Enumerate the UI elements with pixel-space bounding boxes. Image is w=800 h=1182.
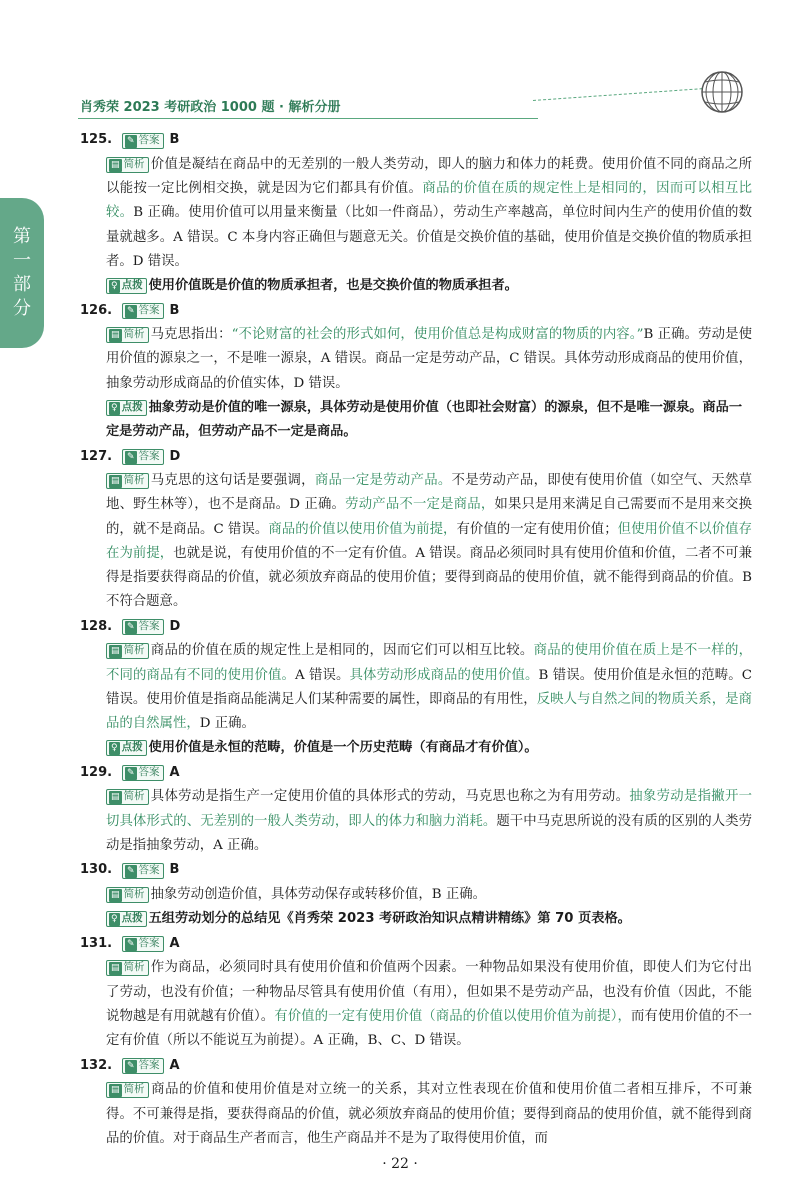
answer-line [80, 298, 752, 323]
answer-letter: A [169, 1057, 180, 1073]
highlighted-text: 商品一定是劳动产品。 [314, 473, 452, 489]
analysis-tag [106, 887, 149, 903]
answer-tag [122, 619, 164, 635]
analysis-text: B 正确。使用价值可以用量来衡量（比如一件商品），劳动生产率越高，单位时间内生产的使用价值的数量就越多。A 错误。C 本身内容正确但与题意无关。价值是交换价值的基础，使用价值是交换价值的物质承担者。D 错误。 [106, 205, 753, 269]
question-block [80, 614, 752, 760]
answer-letter: B [169, 862, 180, 878]
tip-label: 点拨 [121, 741, 143, 754]
answer-label: 答案 [138, 449, 160, 462]
analysis-text: 价值是凝结在商品中的无差别的一般人类劳动，即人的脑力和体力的耗费。使用价值不同的商品之所以能按一定比例相交换，就是因为它们都具有价值。 [106, 157, 752, 197]
analysis-paragraph [80, 883, 752, 907]
analysis-paragraph [80, 153, 752, 274]
answer-letter: B [169, 302, 180, 318]
answer-label: 答案 [138, 303, 160, 316]
highlighted-text: 具体劳动形成商品的使用价值。 [349, 667, 539, 683]
answer-letter: D [169, 618, 181, 634]
analysis-tag [106, 473, 149, 489]
analysis-paragraph [80, 956, 752, 1053]
analysis-paragraph [80, 639, 752, 736]
analysis-text: A 错误。 [295, 667, 350, 683]
answer-tag [122, 133, 164, 149]
highlighted-text: 商品的使用价值在质上是不一样的，不同的商品有不同的使用价值。 [106, 643, 753, 683]
tip-text: 使用价值既是价值的物质承担者，也是交换价值的物质承担者。 [148, 278, 518, 294]
question-block [80, 931, 752, 1053]
header-dashed-rule [533, 88, 708, 101]
answer-tag [122, 863, 164, 879]
tip-tag [106, 400, 147, 416]
side-tab-char: 部 [13, 274, 31, 295]
analysis-text: B 错误。使用价值是永恒的范畴。C 错误。使用价值是指商品能满足人们某种需要的属性，即商品的有用性， [106, 667, 752, 707]
analysis-text: 题干中马克思所说的没有质的区别的人类劳动是指抽象劳动，A 正确。 [106, 813, 753, 853]
answer-icon: ✎ [127, 451, 135, 462]
question-number: 132. [80, 1057, 113, 1073]
analysis-label: 简析 [123, 644, 145, 657]
tip-paragraph [80, 396, 752, 444]
analysis-text: 不是劳动产品，即使有使用价值（如空气、天然草地、野生林等），也不是商品。D 正确。 [106, 473, 753, 513]
answer-letter: A [169, 935, 180, 951]
answer-icon: ✎ [127, 938, 135, 949]
analysis-text: 如果只是用来满足自己需要而不是用来交换的，就不是商品。C 错误。 [106, 497, 753, 537]
highlighted-text: 抽象劳动是指撇开一切具体形式的、无差别的一般人类劳动，即人的体力和脑力消耗。 [106, 789, 753, 829]
analysis-text: 具体劳动是指生产一定使用价值的具体形式的劳动，马克思也称之为有用劳动。 [150, 789, 630, 805]
analysis-text: 马克思的这句话是要强调， [150, 473, 315, 489]
answer-line [80, 1053, 752, 1078]
analysis-icon: ▤ [111, 963, 120, 974]
analysis-icon: ▤ [111, 646, 120, 657]
analysis-text: 商品的价值和使用价值是对立统一的关系，其对立性表现在价值和使用价值二者相互排斥，不可兼得。不可兼得是指，要获得商品的价值，就必须放弃商品的使用价值；要得到商品的使用价值，就不能得到商品的价值。对于商品生产者而言，他生产商品并不是为了取得使用价值，而 [106, 1082, 752, 1146]
tip-text: 使用价值是永恒的范畴，价值是一个历史范畴（有商品才有价值）。 [148, 740, 538, 756]
analysis-label: 简析 [123, 158, 145, 170]
answer-icon: ✎ [127, 305, 135, 316]
tip-text: 抽象劳动是价值的唯一源泉，具体劳动是使用价值（也即社会财富）的源泉，但不是唯一源泉。商品一定是劳动产品，但劳动产品不一定是商品。 [106, 399, 743, 440]
answer-letter: A [169, 764, 180, 780]
question-number: 129. [80, 764, 113, 780]
answer-icon: ✎ [127, 1060, 135, 1071]
question-number: 125. [80, 132, 113, 148]
analysis-icon: ▤ [111, 160, 120, 170]
tip-icon: ♀ [111, 402, 118, 413]
answer-line [80, 444, 752, 469]
question-block [80, 1053, 752, 1151]
tip-label: 点拨 [121, 279, 143, 292]
analysis-tag [106, 789, 149, 805]
answer-line [80, 128, 752, 153]
answer-icon: ✎ [127, 135, 135, 146]
answer-tag [122, 765, 164, 781]
tip-tag [106, 278, 147, 294]
highlighted-text: 但使用价值不以价值存在为前提， [106, 521, 752, 561]
answer-content [80, 128, 752, 1151]
answer-letter: D [169, 448, 181, 464]
tip-icon: ♀ [111, 281, 118, 292]
answer-icon: ✎ [127, 865, 135, 876]
tip-icon: ♀ [111, 914, 118, 925]
analysis-tag [106, 960, 149, 976]
side-tab-char: 一 [13, 250, 31, 271]
analysis-label: 简析 [123, 328, 145, 341]
analysis-text: 有价值的一定有使用价值； [456, 521, 618, 537]
globe-icon [700, 70, 744, 114]
analysis-label: 简析 [123, 474, 145, 487]
answer-tag [122, 303, 164, 319]
side-tab-char: 分 [13, 298, 31, 319]
question-block [80, 760, 752, 858]
tip-label: 点拨 [121, 400, 143, 413]
question-block [80, 128, 752, 298]
analysis-paragraph [80, 1078, 752, 1151]
analysis-label: 简析 [123, 790, 145, 803]
header-rule [78, 118, 538, 119]
answer-line [80, 614, 752, 639]
answer-label: 答案 [138, 1058, 160, 1071]
tip-paragraph [80, 274, 752, 298]
analysis-paragraph [80, 785, 752, 858]
question-block [80, 444, 752, 614]
analysis-label: 简析 [123, 888, 145, 901]
analysis-tag [106, 1082, 149, 1098]
page-header [78, 90, 718, 120]
tip-text: 五组劳动划分的总结见《肖秀荣 2023 考研政治知识点精讲精练》第 70 页表格。 [148, 911, 631, 927]
analysis-text: 商品的价值在质的规定性上是相同的，因而它们可以相互比较。 [150, 643, 534, 659]
analysis-paragraph [80, 469, 752, 614]
analysis-text: 抽象劳动创造价值，具体劳动保存或转移价值，B 正确。 [150, 887, 486, 903]
answer-tag [122, 936, 164, 952]
analysis-label: 简析 [123, 1083, 145, 1096]
answer-line [80, 858, 752, 883]
highlighted-text: 商品的价值在质的规定性上是相同的，因而可以相互比较。 [106, 181, 753, 221]
analysis-label: 简析 [123, 961, 145, 974]
tip-label: 点拨 [121, 912, 143, 925]
tip-paragraph [80, 907, 752, 931]
question-number: 131. [80, 935, 113, 951]
answer-line [80, 760, 752, 785]
highlighted-text: 商品的价值以使用价值为前提， [268, 521, 457, 537]
answer-label: 答案 [138, 863, 160, 876]
header-title: 肖秀荣 2023 考研政治 1000 题 · 解析分册 [80, 100, 341, 115]
analysis-icon: ▤ [111, 476, 120, 487]
analysis-text: D 正确。 [199, 716, 255, 732]
tip-icon: ♀ [111, 743, 118, 754]
tip-tag [106, 740, 147, 756]
highlighted-text: 有价值的一定有使用价值（商品的价值以使用价值为前提）， [274, 1008, 631, 1024]
answer-tag [122, 449, 164, 465]
answer-icon: ✎ [127, 621, 135, 632]
analysis-icon: ▤ [111, 330, 120, 341]
question-block [80, 298, 752, 444]
analysis-tag [106, 643, 149, 659]
answer-letter: B [169, 132, 180, 148]
answer-label: 答案 [138, 133, 160, 146]
question-block [80, 858, 752, 931]
analysis-text: 也就是说，有使用价值的不一定有价值。A 错误。商品必须同时具有使用价值和价值，二者不可兼得是指要获得商品的价值，就必须放弃商品的使用价值；要得到商品的使用价值，就不能得到商品的价值。B 不符合题意。 [106, 545, 752, 610]
answer-label: 答案 [138, 765, 160, 778]
answer-line [80, 931, 752, 956]
part-side-tab [0, 198, 44, 348]
analysis-paragraph [80, 323, 752, 396]
highlighted-text: 反映人与自然之间的物质关系，是商品的自然属性， [106, 691, 753, 732]
analysis-text: 而有使用价值的不一定有价值（所以不能说互为前提）。A 正确，B、C、D 错误。 [106, 1008, 752, 1049]
answer-tag [122, 1058, 164, 1074]
answer-label: 答案 [138, 619, 160, 632]
analysis-icon: ▤ [111, 890, 120, 901]
tip-tag [106, 911, 147, 927]
answer-icon: ✎ [127, 767, 135, 778]
analysis-tag [106, 157, 149, 173]
analysis-icon: ▤ [111, 792, 120, 803]
question-number: 128. [80, 618, 113, 634]
highlighted-text: 劳动产品不一定是商品， [345, 497, 495, 513]
analysis-text: B 正确。劳动是使用价值的源泉之一，不是唯一源泉，A 错误。商品一定是劳动产品，C 错误。具体劳动形成商品的使用价值，抽象劳动形成商品的价值实体，D 错误。 [106, 327, 752, 391]
analysis-text: 作为商品，必须同时具有使用价值和价值两个因素。一种物品如果没有使用价值，即使人们为它付出了劳动，也没有价值；一种物品尽管具有使用价值（有用），但如果不是劳动产品，也没有价值（因此，不能说物越是有用就越有价值）。 [106, 960, 752, 1024]
tip-paragraph [80, 736, 752, 760]
highlighted-text: “不论财富的社会的形式如何，使用价值总是构成财富的物质的内容。” [231, 327, 644, 343]
page-number: · 22 · [382, 1156, 418, 1172]
analysis-tag [106, 327, 149, 343]
question-number: 126. [80, 302, 113, 318]
answer-label: 答案 [138, 936, 160, 949]
question-number: 127. [80, 448, 113, 464]
analysis-icon: ▤ [111, 1085, 120, 1096]
side-tab-char: 第 [13, 226, 31, 247]
analysis-text: 马克思指出： [150, 327, 232, 343]
question-number: 130. [80, 862, 113, 878]
